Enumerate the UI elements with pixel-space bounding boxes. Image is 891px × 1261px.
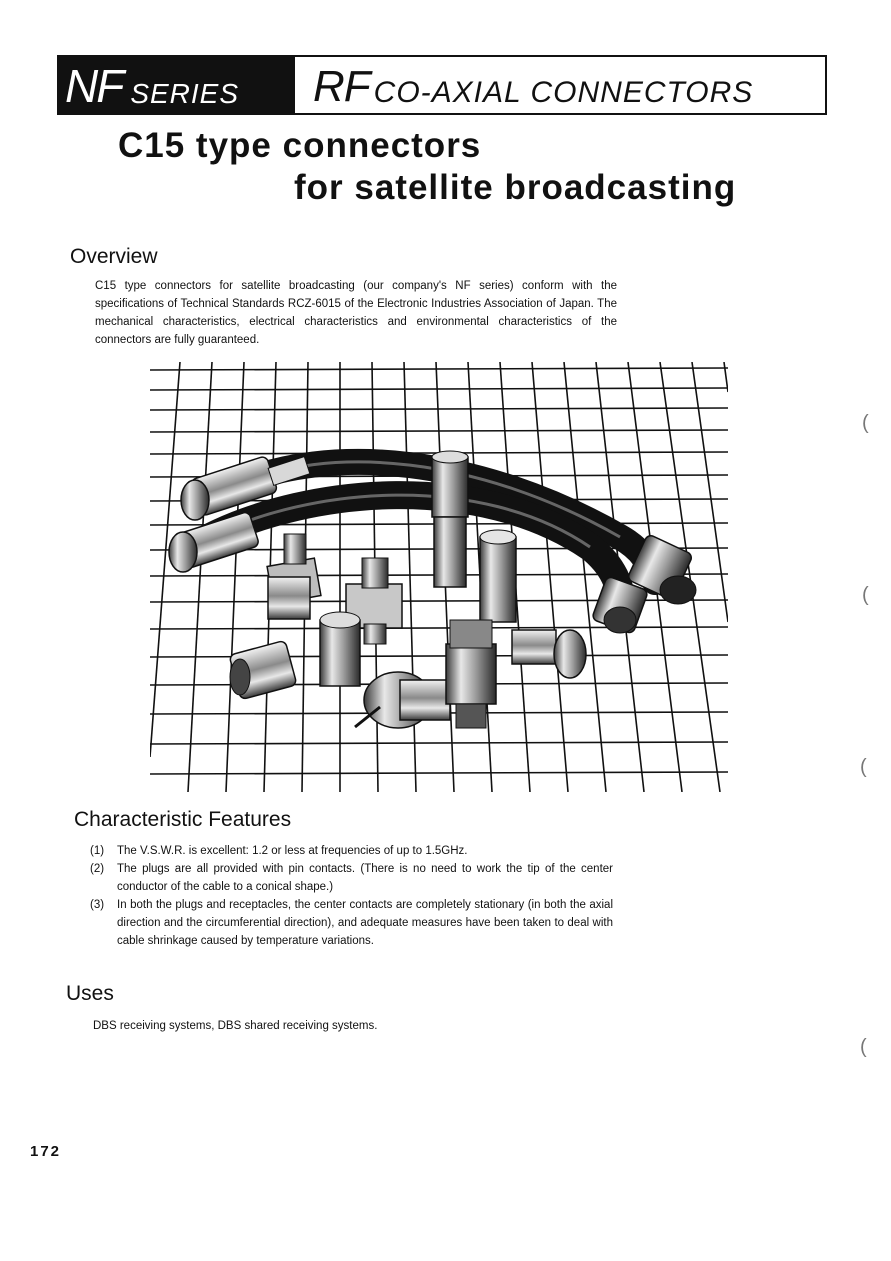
product-category-block [295, 57, 825, 113]
list-item-text: The plugs are all provided with pin contacts. (There is no need to work the tip of the center conductor of the cable to a conical shape.) [117, 863, 613, 893]
features-heading: Characteristic Features [74, 808, 292, 831]
list-item [90, 860, 613, 896]
connectors-photo [150, 362, 728, 792]
overview-heading: Overview [70, 245, 158, 268]
series-word: SERIES [130, 78, 240, 109]
list-item [90, 842, 613, 860]
binder-mark: ( [862, 584, 869, 606]
page-title-line1: C15 type connectors [118, 126, 482, 165]
list-item-number: (3) [90, 899, 105, 911]
binder-mark: ( [860, 756, 867, 778]
list-item-number: (1) [90, 845, 105, 857]
adapter-center-top [432, 451, 468, 587]
page-number: 172 [30, 1143, 62, 1160]
page-title-line2: for satellite broadcasting [294, 168, 737, 207]
series-banner [57, 55, 827, 115]
jack-lower-center [320, 612, 360, 686]
right-angle-connector [355, 672, 450, 728]
list-item-text: The V.S.W.R. is excellent: 1.2 or less at frequencies of up to 1.5GHz. [117, 845, 468, 857]
receptacle-small-left [268, 577, 310, 619]
adapter-center-right [480, 530, 516, 622]
binder-mark: ( [862, 412, 869, 434]
jack-lower-left [229, 640, 297, 699]
binder-mark: ( [860, 1036, 867, 1058]
receptacle-right-small [512, 630, 586, 678]
list-item [90, 896, 613, 950]
overview-text: C15 type connectors for satellite broadcasting (our company's NF series) conform with the specifications of Technical Standards RCZ-6015 of the Electronic Industries Association of Japan. The mechanical characteristics, electrical characteristics and environmental characteristics of the connectors are fully guaranteed. [95, 280, 617, 346]
uses-heading: Uses [66, 982, 114, 1005]
uses-text: DBS receiving systems, DBS shared receiving systems. [93, 1020, 378, 1032]
receptacle-panel-center [446, 620, 496, 728]
features-list [90, 842, 613, 950]
category-label: CO-AXIAL CONNECTORS [373, 76, 754, 109]
list-item-number: (2) [90, 863, 105, 875]
rf-label: RF [313, 62, 370, 111]
series-label-block [59, 57, 295, 113]
series-code: NF [65, 60, 123, 112]
list-item-text: In both the plugs and receptacles, the center contacts are completely stationary (in both the axial direction and the circumferential direction), and adequate measures have been taken to deal with cable shrinkage caused by temperature variations. [117, 899, 613, 947]
